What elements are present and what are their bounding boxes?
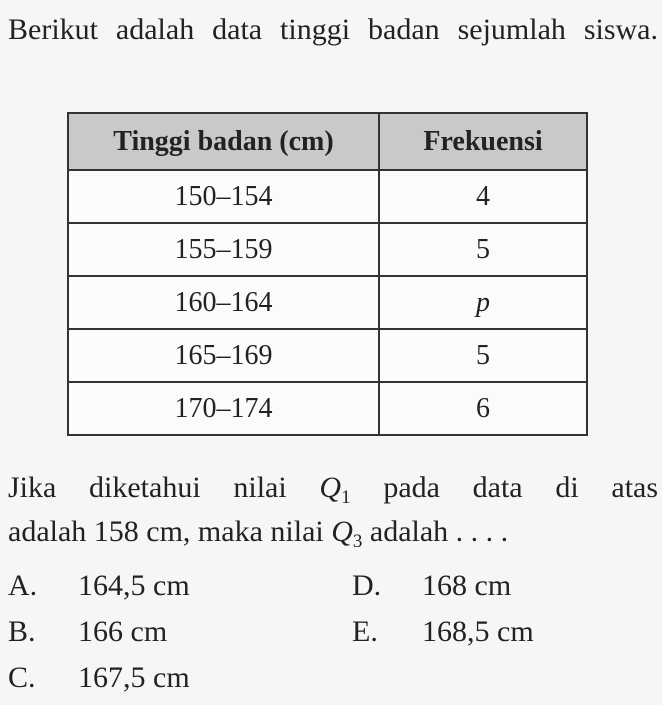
option-b[interactable] <box>8 610 167 654</box>
height-cell: 160–164 <box>68 276 379 329</box>
option-c[interactable] <box>8 656 190 700</box>
question-part-1: Jika diketahui nilai <box>8 471 287 504</box>
table-row <box>68 329 587 382</box>
table-row <box>68 276 587 329</box>
frequency-cell: p <box>379 276 587 329</box>
table-row <box>68 382 587 435</box>
option-text: 168 cm <box>422 569 512 602</box>
height-frequency-table <box>67 112 588 436</box>
question-part-2: pada data di atas <box>383 471 659 504</box>
table-row <box>68 223 587 276</box>
frequency-cell: 5 <box>379 223 587 276</box>
option-text: 166 cm <box>78 615 168 648</box>
q3-subscript: 3 <box>352 531 363 552</box>
option-e[interactable] <box>352 610 534 654</box>
q1-symbol <box>319 471 351 508</box>
question-line-2 <box>8 510 658 554</box>
option-text: 167,5 cm <box>78 661 190 694</box>
option-letter: E. <box>352 615 378 648</box>
option-letter: D. <box>352 569 382 602</box>
table-row <box>68 170 587 223</box>
question-line-1 <box>8 466 658 510</box>
intro-text: Berikut adalah data tinggi badan sejumlah siswa. <box>8 13 658 46</box>
header-height: Tinggi badan (cm) <box>68 113 379 170</box>
option-d[interactable] <box>352 564 511 608</box>
q1-letter: Q <box>319 471 342 504</box>
height-cell: 155–159 <box>68 223 379 276</box>
question-part-4: adalah . . . . <box>369 515 509 548</box>
option-text: 168,5 cm <box>422 615 534 648</box>
option-letter: B. <box>8 615 36 648</box>
height-cell: 150–154 <box>68 170 379 223</box>
height-cell: 170–174 <box>68 382 379 435</box>
table-header-row <box>68 113 587 170</box>
question-text <box>8 466 658 554</box>
question-part-3: adalah 158 cm, maka nilai <box>8 515 324 548</box>
q3-letter: Q <box>331 515 353 548</box>
q1-subscript: 1 <box>341 487 351 508</box>
option-letter: A. <box>8 569 38 602</box>
q3-symbol <box>331 515 363 552</box>
height-cell: 165–169 <box>68 329 379 382</box>
option-a[interactable] <box>8 564 190 608</box>
frequency-cell: 5 <box>379 329 587 382</box>
option-letter: C. <box>8 661 36 694</box>
frequency-cell: 4 <box>379 170 587 223</box>
header-frequency: Frekuensi <box>379 113 587 170</box>
option-text: 164,5 cm <box>78 569 190 602</box>
frequency-cell: 6 <box>379 382 587 435</box>
